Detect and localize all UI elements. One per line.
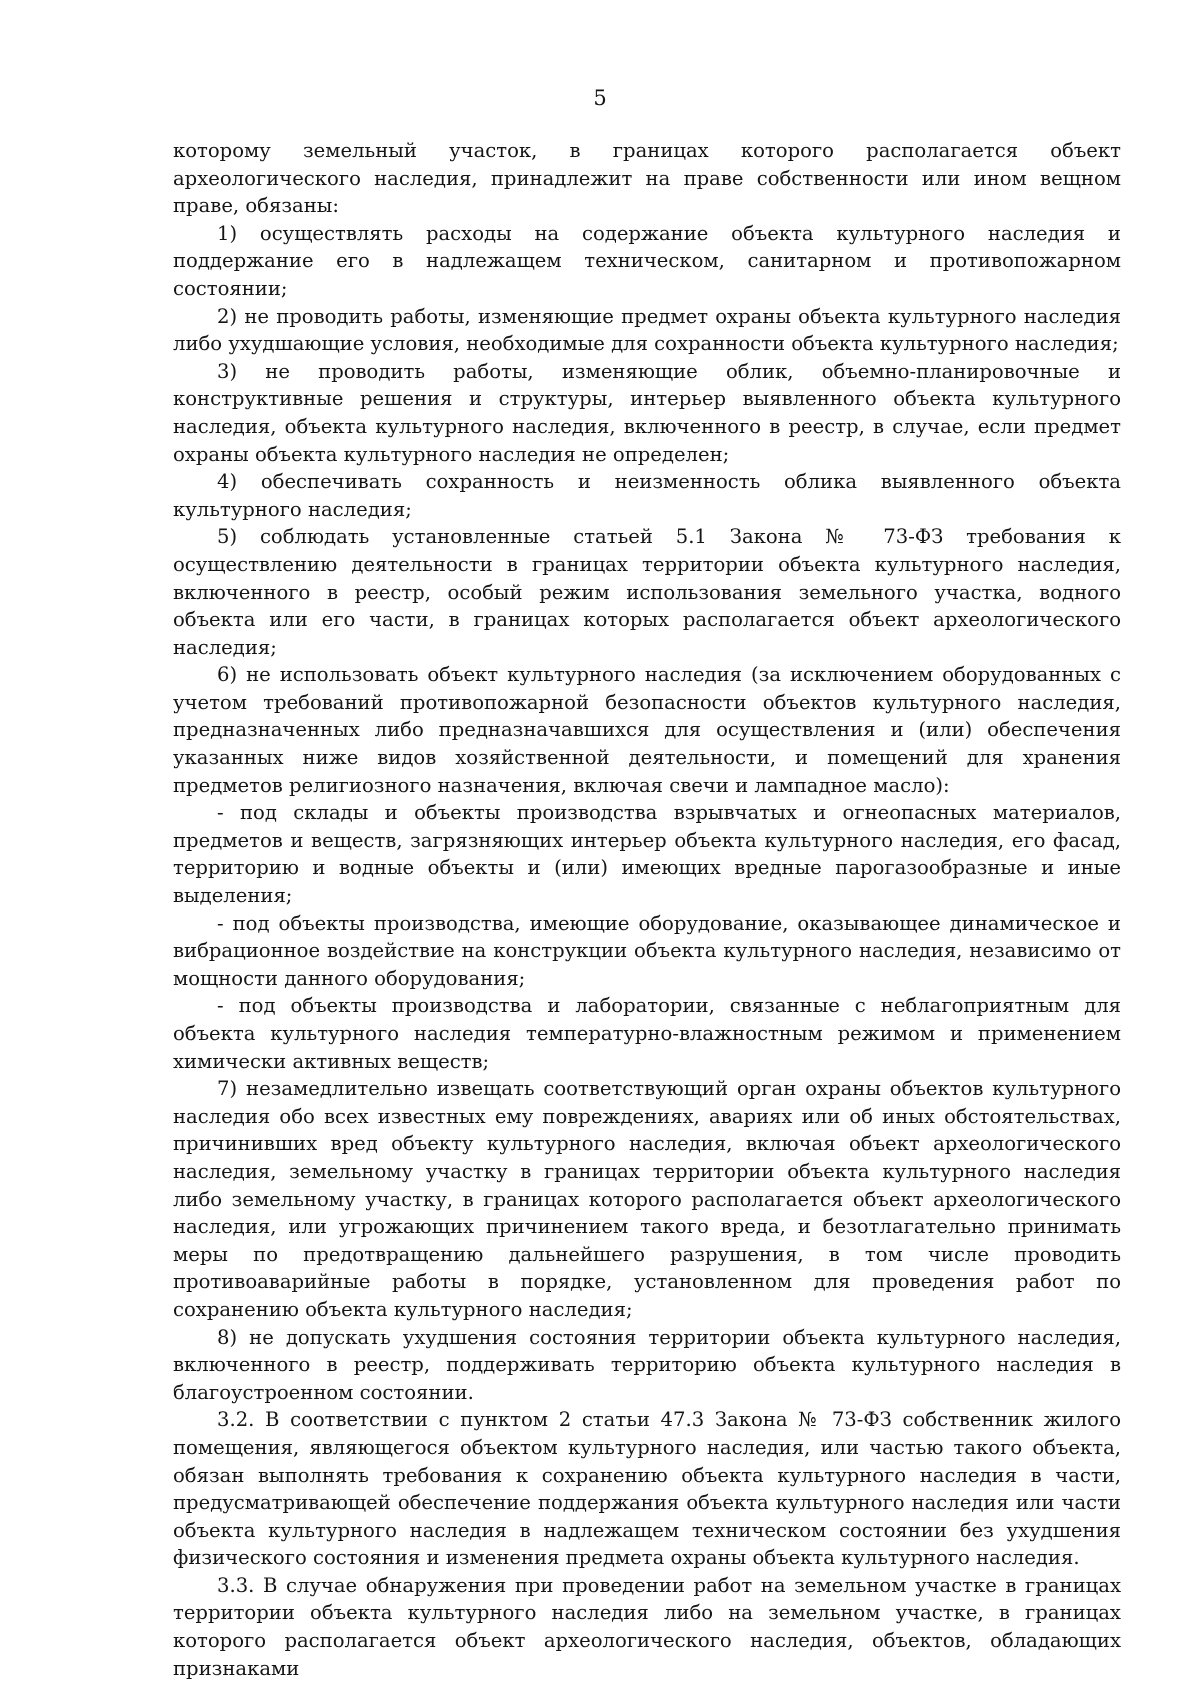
- paragraph: - под объекты производства, имеющие оборудование, оказывающее динамическое и вибрационное воздействие на конструкции объекта культурного наследия, независимо от мощности данного оборудования;: [173, 911, 1121, 990]
- paragraph: 3) не проводить работы, изменяющие облик, объемно-планировочные и конструктивные решения и структуры, интерьер выявленного объекта культурного наследия, объекта культурного наследия, включенного в реестр, в случае, если предмет охраны объекта культурного наследия не определен;: [173, 359, 1121, 466]
- paragraph: 8) не допускать ухудшения состояния территории объекта культурного наследия, включенного в реестр, поддерживать территорию объекта культурного наследия в благоустроенном состоянии.: [173, 1325, 1121, 1404]
- document-body: [173, 137, 1121, 1682]
- paragraph: 3.2. В соответствии с пунктом 2 статьи 47.3 Закона № 73-ФЗ собственник жилого помещения, являющегося объектом культурного наследия, или частью такого объекта, обязан выполнять требования к сохранению объекта культурного наследия в части, предусматривающей обеспечение поддержания объекта культурного наследия или части объекта культурного наследия в надлежащем техническом состоянии без ухудшения физического состояния и изменения предмета охраны объекта культурного наследия.: [173, 1408, 1121, 1570]
- paragraph: 4) обеспечивать сохранность и неизменность облика выявленного объекта культурного наследия;: [173, 470, 1121, 521]
- page-number: 5: [593, 86, 607, 110]
- paragraph: - под склады и объекты производства взрывчатых и огнеопасных материалов, предметов и веществ, загрязняющих интерьер объекта культурного наследия, его фасад, территорию и водные объекты и (или) имеющих вредные парогазообразные и иные выделения;: [173, 801, 1121, 908]
- paragraph: - под объекты производства и лаборатории, связанные с неблагоприятным для объекта культурного наследия температурно-влажностным режимом и применением химически активных веществ;: [173, 994, 1121, 1073]
- paragraph: 3.3. В случае обнаружения при проведении работ на земельном участке в границах территории объекта культурного наследия либо на земельном участке, в границах которого располагается объект археологического наследия, объектов, обладающих признаками: [173, 1573, 1121, 1680]
- paragraph: 1) осуществлять расходы на содержание объекта культурного наследия и поддержание его в надлежащем техническом, санитарном и противопожарном состоянии;: [173, 221, 1121, 300]
- paragraph-continuation: которому земельный участок, в границах которого располагается объект археологического наследия, принадлежит на праве собственности или ином вещном праве, обязаны:: [173, 139, 1121, 218]
- paragraph: 2) не проводить работы, изменяющие предмет охраны объекта культурного наследия либо ухудшающие условия, необходимые для сохранности объекта культурного наследия;: [173, 304, 1121, 356]
- paragraph: 5) соблюдать установленные статьей 5.1 Закона № 73-ФЗ требования к осуществлению деятельности в границах территории объекта культурного наследия, включенного в реестр, особый режим использования земельного участка, водного объекта или его части, в границах которых располагается объект археологического наследия;: [173, 525, 1121, 659]
- paragraph: 7) незамедлительно извещать соответствующий орган охраны объектов культурного наследия обо всех известных ему повреждениях, авариях или об иных обстоятельствах, причинивших вред объекту культурного наследия, включая объект археологического наследия, земельному участку в границах территории объекта культурного наследия либо земельному участку, в границах которого располагается объект археологического наследия, или угрожающих причинением такого вреда, и безотлагательно принимать меры по предотвращению дальнейшего разрушения, в том числе проводить противоаварийные работы в порядке, установленном для проведения работ по сохранению объекта культурного наследия;: [173, 1077, 1121, 1321]
- paragraph: 6) не использовать объект культурного наследия (за исключением оборудованных с учетом требований противопожарной безопасности объектов культурного наследия, предназначенных либо предназначавшихся для осуществления и (или) обеспечения указанных ниже видов хозяйственной деятельности, и помещений для хранения предметов религиозного назначения, включая свечи и лампадное масло):: [173, 663, 1121, 797]
